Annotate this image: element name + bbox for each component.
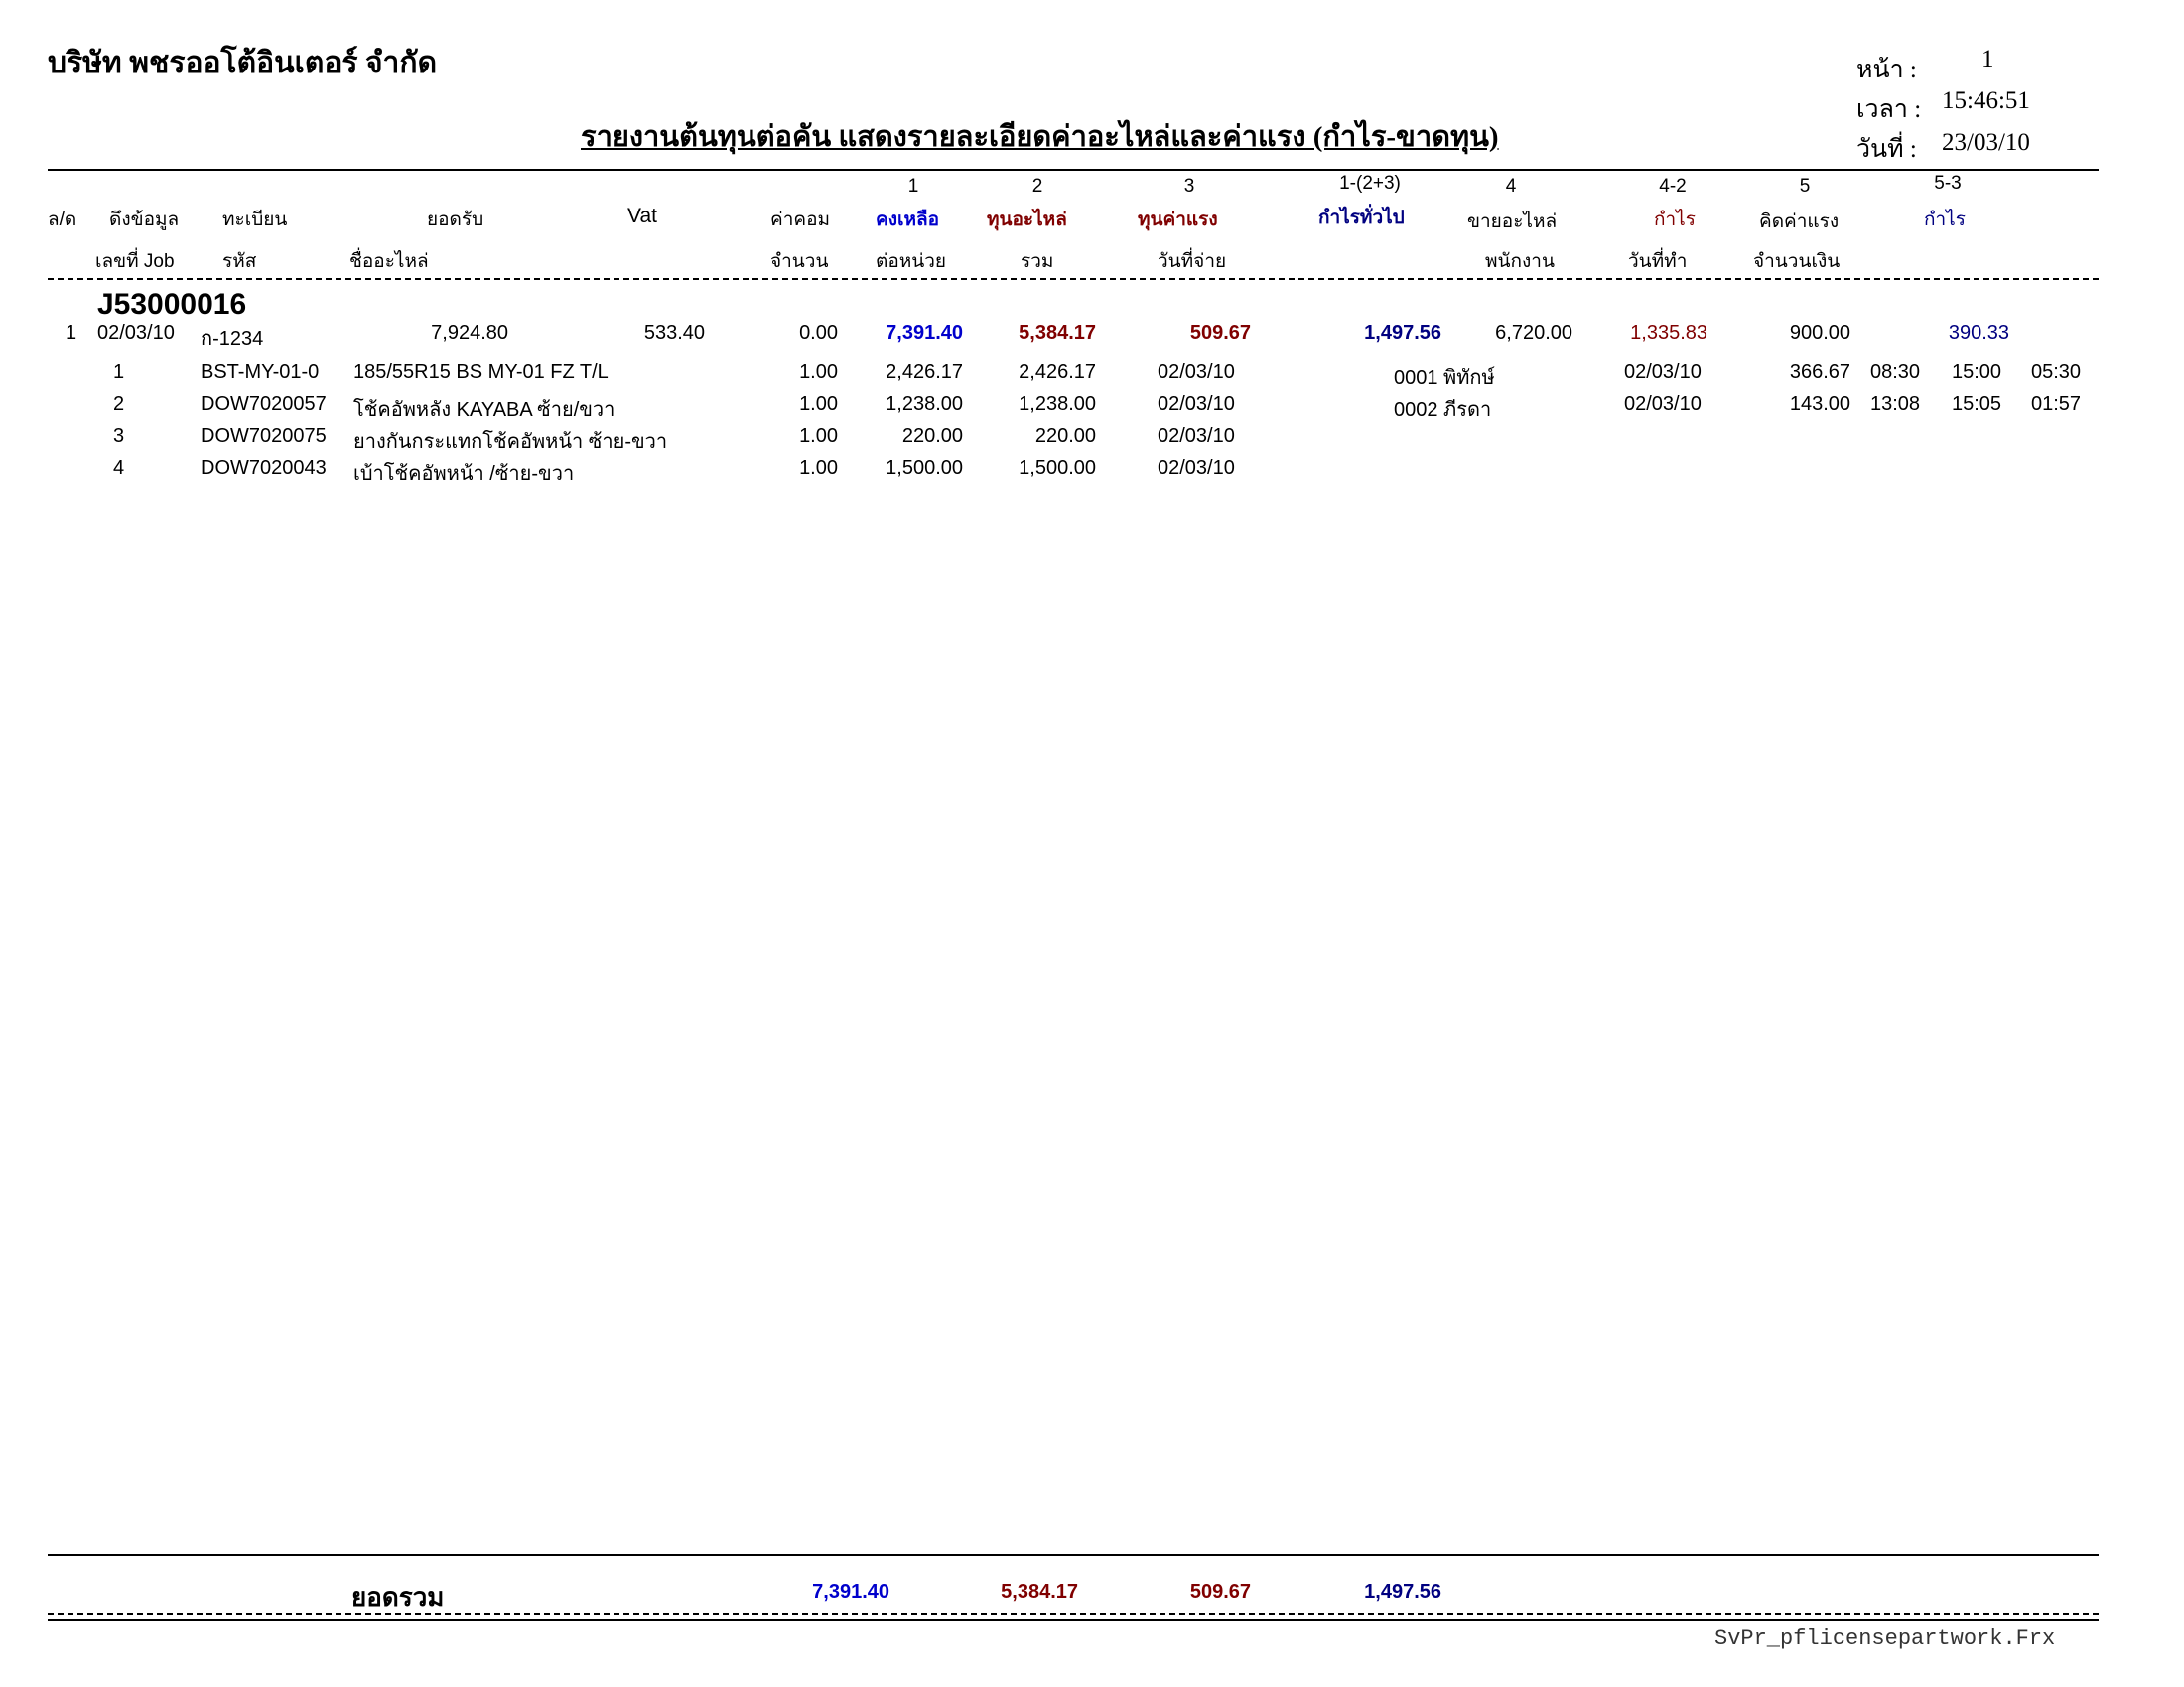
col-labor-cost: ทุนค่าแรง [1138,210,1218,230]
time-label: เวลา : [1856,96,1922,123]
col-seq: ล/ด [48,210,77,230]
date-label: วันที่ : [1856,136,1917,163]
report-file-name: SvPr_pflicensepartwork.Frx [1714,1626,2056,1651]
header-top-rule [48,169,2099,171]
item-no: 4 [113,457,125,479]
job-labor-cost: 509.67 [1189,322,1251,344]
col-num-6: 4-2 [1659,176,1687,197]
col-amount: จำนวนเงิน [1753,251,1841,272]
col-remaining: คงเหลือ [876,210,940,230]
job-vat: 533.40 [643,322,705,344]
item-code: DOW7020075 [201,425,327,447]
job-profit-2: 390.33 [1948,322,2009,344]
item-code: BST-MY-01-0 [201,361,320,383]
col-num-8: 5-3 [1934,173,1962,194]
job-profit-1: 1,335.83 [1630,322,1707,344]
job-parts-cost: 5,384.17 [1019,322,1096,344]
col-fetch: ดึงข้อมูล [109,210,180,230]
item-pay-date: 02/03/10 [1158,425,1235,447]
job-labor-charge: 900.00 [1789,322,1850,344]
col-labor-charge: คิดค่าแรง [1759,211,1840,232]
item-total: 220.00 [1034,425,1096,447]
job-date: 02/03/10 [97,322,175,344]
col-num-2: 2 [1031,176,1043,197]
col-part-name: ชื่ออะไหล่ [349,251,429,272]
item-no: 3 [113,425,125,447]
col-profit-2: กำไร [1924,210,1966,230]
totals-dashed-rule [48,1613,2099,1615]
item-pay-date: 02/03/10 [1158,393,1235,415]
labor-start: 08:30 [1870,361,1921,383]
col-received: ยอดรับ [427,210,484,230]
item-pay-date: 02/03/10 [1158,361,1235,383]
col-total: รวม [1021,251,1054,272]
report-title: รายงานต้นทุนต่อคัน แสดงรายละเอียดค่าอะไหล่และค่าแรง (กำไร-ขาดทุน) [581,121,1499,153]
total-parts-cost: 5,384.17 [1001,1581,1078,1603]
item-name: เบ้าโช้คอัพหน้า /ซ้าย-ขวา [353,463,575,485]
col-job-no: เลขที่ Job [95,251,175,272]
col-code: รหัส [222,251,257,272]
item-name: ยางกันกระแทกโช้คอัพหน้า ซ้าย-ขวา [353,431,668,453]
totals-label: ยอดรวม [351,1582,445,1612]
labor-amount: 143.00 [1789,393,1850,415]
labor-end: 15:00 [1952,361,2002,383]
col-general-profit: กำไรทั่วไป [1318,208,1405,228]
page-label: หน้า : [1856,57,1917,83]
col-num-1: 1 [907,176,919,197]
labor-end: 15:05 [1952,393,2002,415]
total-labor-cost: 509.67 [1189,1581,1251,1603]
col-commission: ค่าคอม [770,210,831,230]
date-value: 23/03/10 [1942,129,2030,156]
item-qty: 1.00 [799,457,838,479]
page-number: 1 [1981,46,1994,72]
col-parts-sale: ขายอะไหล่ [1467,211,1558,232]
job-number: J53000016 [97,288,247,321]
total-general-profit: 1,497.56 [1364,1581,1441,1603]
col-profit-1: กำไร [1654,210,1696,230]
job-commission: 0.00 [799,322,838,344]
labor-amount: 366.67 [1789,361,1850,383]
total-remaining: 7,391.40 [812,1581,889,1603]
time-value: 15:46:51 [1942,87,2030,114]
item-total: 1,500.00 [1019,457,1096,479]
item-no: 2 [113,393,125,415]
labor-duration: 05:30 [2031,361,2082,383]
item-code: DOW7020057 [201,393,327,415]
company-name: บริษัท พชรออโต้อินเตอร์ จำกัด [48,47,438,79]
col-work-date: วันที่ทำ [1628,251,1688,272]
col-num-7: 5 [1799,176,1811,197]
job-general-profit: 1,497.56 [1364,322,1441,344]
item-unit-price: 2,426.17 [886,361,963,383]
item-total: 1,238.00 [1019,393,1096,415]
job-remaining: 7,391.40 [886,322,963,344]
item-pay-date: 02/03/10 [1158,457,1235,479]
item-qty: 1.00 [799,393,838,415]
item-unit-price: 1,500.00 [886,457,963,479]
item-total: 2,426.17 [1019,361,1096,383]
labor-employee: 0001 พิทักษ์ [1394,367,1495,389]
labor-employee: 0002 ภีรดา [1394,399,1492,421]
item-name: โช้คอัพหลัง KAYABA ซ้าย/ขวา [353,399,615,421]
col-reg: ทะเบียน [222,210,288,230]
item-qty: 1.00 [799,425,838,447]
job-parts-sale: 6,720.00 [1495,322,1572,344]
col-pay-date: วันที่จ่าย [1158,251,1227,272]
labor-start: 13:08 [1870,393,1921,415]
col-employee: พนักงาน [1485,251,1555,272]
item-code: DOW7020043 [201,457,327,479]
col-vat: Vat [627,205,657,227]
labor-duration: 01:57 [2031,393,2082,415]
header-dashed-rule [48,278,2099,280]
item-unit-price: 1,238.00 [886,393,963,415]
col-num-5: 4 [1505,176,1517,197]
col-parts-cost: ทุนอะไหล่ [987,210,1067,230]
item-unit-price: 220.00 [901,425,963,447]
item-qty: 1.00 [799,361,838,383]
labor-work-date: 02/03/10 [1624,393,1702,415]
item-name: 185/55R15 BS MY-01 FZ T/L [353,361,609,383]
col-qty: จำนวน [770,251,829,272]
labor-work-date: 02/03/10 [1624,361,1702,383]
col-num-4: 1-(2+3) [1339,173,1401,194]
col-unit-price: ต่อหน่วย [876,251,947,272]
job-registration: ก-1234 [201,328,264,350]
item-no: 1 [113,361,125,383]
col-num-3: 3 [1183,176,1195,197]
totals-top-rule [48,1554,2099,1556]
job-seq: 1 [66,322,77,344]
job-received: 7,924.80 [431,322,508,344]
totals-bottom-rule [48,1619,2099,1621]
